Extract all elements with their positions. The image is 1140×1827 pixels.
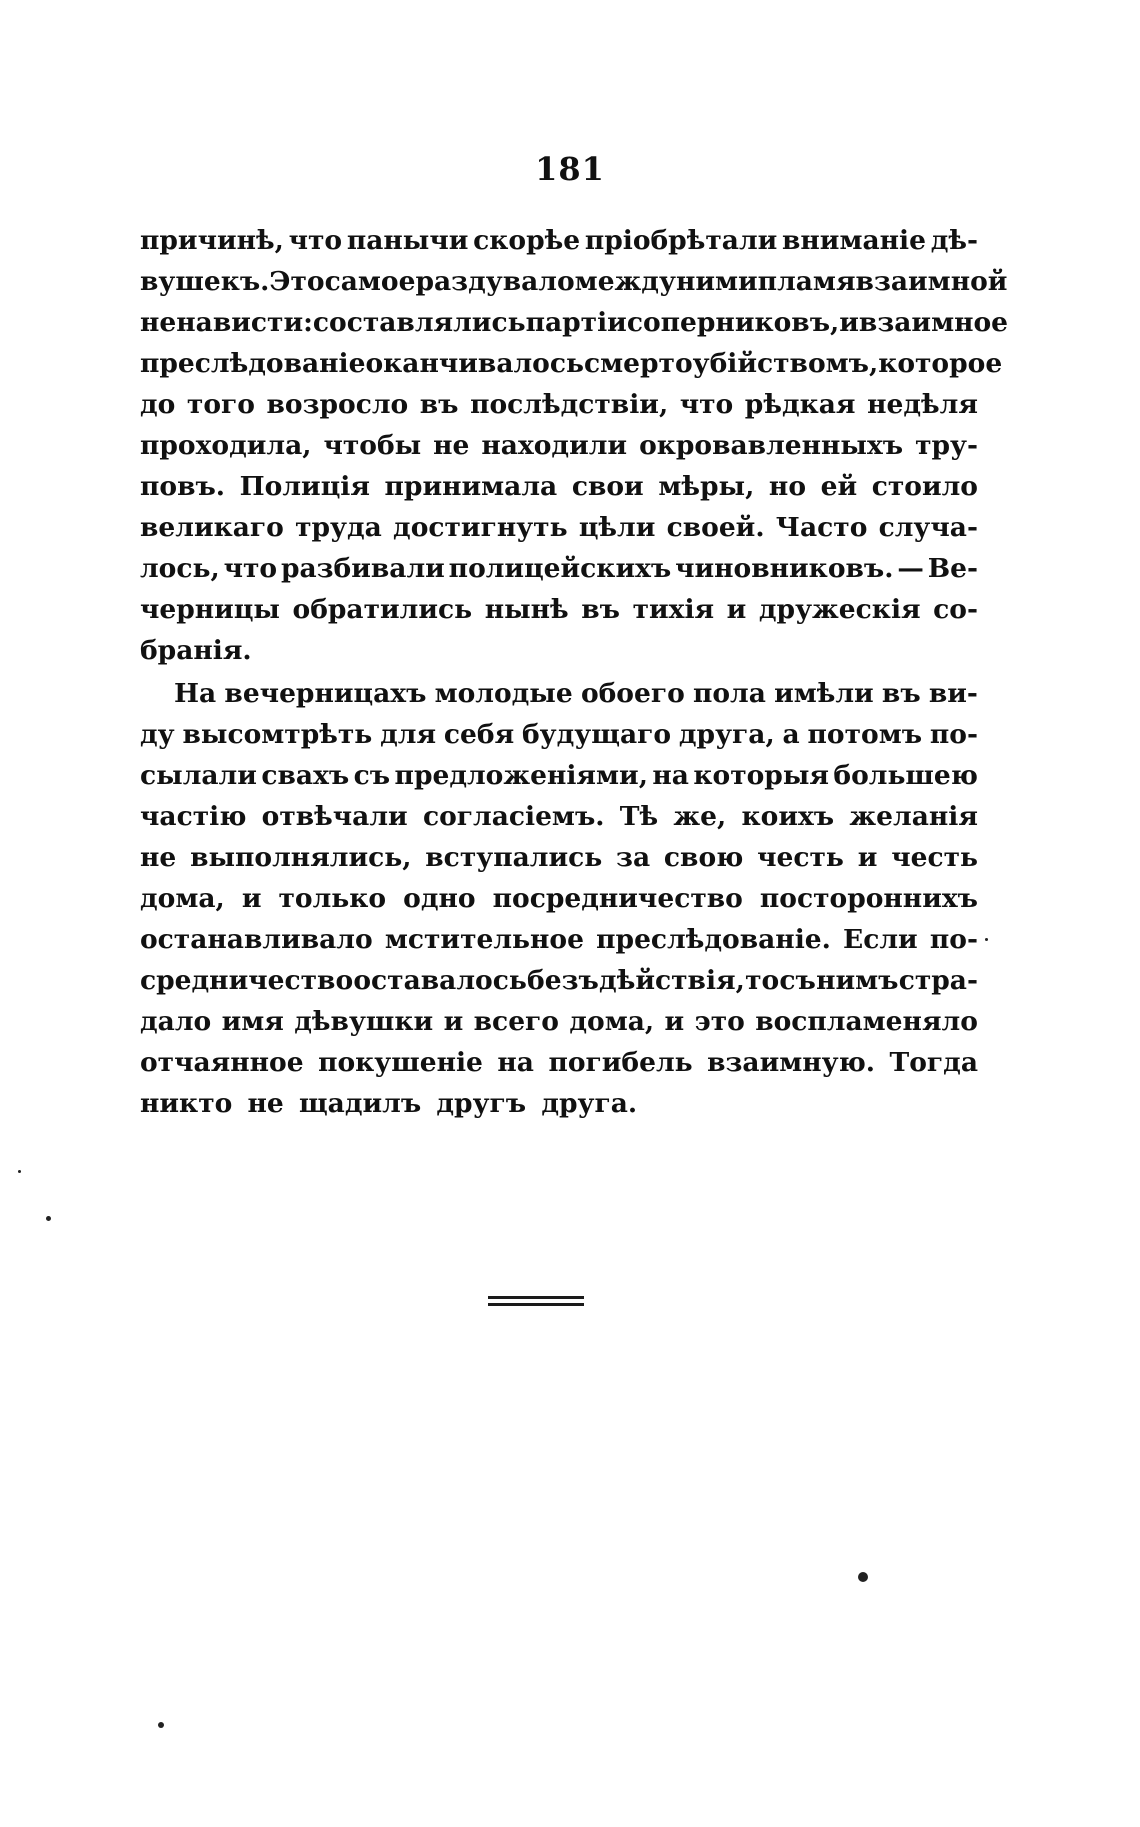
- word: согласіемъ.: [422, 801, 605, 832]
- word: пріобрѣтали: [584, 225, 778, 256]
- word: не: [140, 842, 177, 873]
- word: честь: [757, 842, 844, 873]
- section-separator: [488, 1296, 584, 1310]
- word: смертоубійствомъ,: [583, 348, 879, 379]
- word: цѣли: [578, 512, 656, 543]
- word: одно: [403, 883, 476, 914]
- text-line: [140, 960, 978, 1001]
- text-line: [140, 589, 978, 630]
- text-line: [140, 548, 978, 589]
- word: оставалось: [353, 965, 527, 996]
- word: рѣдкая: [744, 389, 856, 420]
- word: желанія: [849, 801, 978, 832]
- word: Ве-: [927, 553, 978, 584]
- word: тру-: [915, 430, 978, 461]
- scan-speck: [985, 938, 988, 941]
- scan-speck: [858, 1572, 868, 1582]
- word: дѣйствія,: [599, 965, 745, 996]
- separator-rule-bottom: [488, 1303, 584, 1306]
- word: чтобы: [323, 430, 422, 461]
- word: честь: [891, 842, 978, 873]
- word: а: [782, 719, 800, 750]
- word: разбивали: [280, 553, 445, 584]
- word: дома,: [569, 1006, 655, 1037]
- word: для: [380, 719, 437, 750]
- word: будущаго: [522, 719, 672, 750]
- word: дѣвушки: [294, 1006, 434, 1037]
- text-line: [140, 878, 978, 919]
- text-line: [140, 302, 1009, 343]
- word: вступались: [425, 842, 603, 873]
- word: лось,: [140, 553, 220, 584]
- word: ей: [820, 471, 858, 502]
- word: возросло: [266, 389, 409, 420]
- word: чиновниковъ.: [675, 553, 894, 584]
- word: ви-: [928, 678, 978, 709]
- word: проходила,: [140, 430, 312, 461]
- word: по-: [929, 924, 978, 955]
- word: вечерницахъ: [224, 678, 427, 709]
- word: На: [174, 678, 217, 709]
- word: взаимную.: [707, 1047, 876, 1078]
- word: мѣры,: [658, 471, 755, 502]
- word: взаимное: [858, 307, 1009, 338]
- text-line: [140, 796, 978, 837]
- text-line: [140, 1001, 978, 1042]
- word: Если: [843, 924, 918, 955]
- word: на: [652, 760, 689, 791]
- word: дало: [140, 1006, 212, 1037]
- word: дѣ-: [930, 225, 978, 256]
- word: предложеніями,: [394, 760, 648, 791]
- word: постороннихъ: [759, 883, 978, 914]
- word: нынѣ: [484, 594, 569, 625]
- word: —: [897, 553, 924, 584]
- word: дружескія: [758, 594, 921, 625]
- scan-speck: [46, 1216, 51, 1221]
- text-line: [140, 714, 978, 755]
- word: въ: [419, 389, 459, 420]
- word: за: [616, 842, 651, 873]
- text-line: [140, 384, 978, 425]
- word: но: [768, 471, 806, 502]
- word: по-: [929, 719, 978, 750]
- text-line: бранія.: [140, 635, 252, 666]
- text-line: [140, 1042, 978, 1083]
- word: посредничество: [492, 883, 743, 914]
- word: ненависти:: [140, 307, 313, 338]
- word: стра-: [898, 965, 978, 996]
- word: преслѣдованіе: [140, 348, 366, 379]
- word: что: [679, 389, 734, 420]
- word: случа-: [878, 512, 978, 543]
- word: недѣля: [867, 389, 978, 420]
- word: тихія: [632, 594, 715, 625]
- word: съ: [353, 760, 391, 791]
- word: принимала: [384, 471, 558, 502]
- word: покушеніе: [318, 1047, 483, 1078]
- word: имя: [221, 1006, 284, 1037]
- word: сылали: [140, 760, 257, 791]
- word: причинѣ,: [140, 225, 284, 256]
- word: безъ: [527, 965, 599, 996]
- word: и: [443, 1006, 464, 1037]
- word: Часто: [775, 512, 868, 543]
- text-line: никто не щадилъ другъ друга.: [140, 1088, 638, 1119]
- word: находили: [481, 430, 628, 461]
- word: вушекъ.: [140, 266, 270, 297]
- word: которое: [878, 348, 1003, 379]
- word: и: [726, 594, 747, 625]
- text-line: [140, 425, 978, 466]
- word: со-: [933, 594, 978, 625]
- word: того: [186, 389, 255, 420]
- word: между: [574, 266, 676, 297]
- word: не: [433, 430, 470, 461]
- word: друга,: [678, 719, 775, 750]
- word: преслѣдованіе.: [596, 924, 831, 955]
- word: своей.: [666, 512, 765, 543]
- word: полицейскихъ: [448, 553, 672, 584]
- word: Это: [269, 266, 325, 297]
- text-line: [140, 673, 978, 714]
- word: что: [288, 225, 343, 256]
- word: только: [278, 883, 387, 914]
- word: средничество: [140, 965, 354, 996]
- word: мстительное: [384, 924, 584, 955]
- word: раздувало: [415, 266, 575, 297]
- word: выполнялись,: [190, 842, 412, 873]
- word: свои: [571, 471, 644, 502]
- word: дома,: [140, 883, 225, 914]
- word: это: [694, 1006, 745, 1037]
- text-line: [140, 507, 978, 548]
- scan-speck: [18, 1170, 21, 1173]
- word: вниманіе: [782, 225, 926, 256]
- separator-rule-top: [488, 1296, 584, 1299]
- word: скорѣе: [473, 225, 581, 256]
- word: свою: [663, 842, 744, 873]
- word: соперниковъ,: [626, 307, 840, 338]
- word: партіи: [525, 307, 627, 338]
- text-line: [140, 919, 978, 960]
- word: Тогда: [889, 1047, 978, 1078]
- text-line: [140, 220, 978, 261]
- word: коихъ: [741, 801, 835, 832]
- word: и: [839, 307, 859, 338]
- word: обратились: [292, 594, 473, 625]
- word: на: [497, 1047, 534, 1078]
- body-text: [140, 220, 1009, 1124]
- word: составлялись: [312, 307, 526, 338]
- word: въ: [581, 594, 621, 625]
- word: высомтрѣть: [182, 719, 373, 750]
- word: пламя: [757, 266, 856, 297]
- word: до: [140, 389, 176, 420]
- text-line: [140, 466, 978, 507]
- word: взаимной: [855, 266, 1008, 297]
- text-line: [140, 261, 1008, 302]
- word: обоего: [580, 678, 685, 709]
- word: и: [241, 883, 262, 914]
- word: самое: [324, 266, 416, 297]
- word: отвѣчали: [261, 801, 408, 832]
- word: въ: [881, 678, 921, 709]
- word: останавливало: [140, 924, 373, 955]
- word: стоило: [871, 471, 978, 502]
- word: ними: [675, 266, 758, 297]
- word: частію: [140, 801, 247, 832]
- word: погибель: [548, 1047, 693, 1078]
- word: великаго: [140, 512, 284, 543]
- word: и: [664, 1006, 685, 1037]
- word: повъ.: [140, 471, 226, 502]
- word: Тѣ: [619, 801, 659, 832]
- word: и: [857, 842, 878, 873]
- word: панычи: [346, 225, 469, 256]
- word: всего: [473, 1006, 559, 1037]
- word: черницы: [140, 594, 280, 625]
- word: имѣли: [774, 678, 874, 709]
- page-number: 181: [535, 150, 605, 188]
- word: послѣдствіи,: [470, 389, 669, 420]
- word: себя: [443, 719, 515, 750]
- word: пола: [692, 678, 766, 709]
- word: ду: [140, 719, 175, 750]
- word: большею: [833, 760, 978, 791]
- word: то: [745, 965, 780, 996]
- word: что: [223, 553, 278, 584]
- word: оканчивалось: [365, 348, 584, 379]
- word: нимъ: [816, 965, 899, 996]
- word: труда: [295, 512, 382, 543]
- word: окровавленныхъ: [639, 430, 904, 461]
- text-line: [140, 343, 1003, 384]
- word: свахъ: [261, 760, 350, 791]
- word: же,: [673, 801, 727, 832]
- word: съ: [779, 965, 816, 996]
- text-line: [140, 755, 978, 796]
- word: молодые: [434, 678, 573, 709]
- scan-speck: [158, 1722, 164, 1728]
- word: достигнуть: [393, 512, 568, 543]
- word: воспламеняло: [755, 1006, 978, 1037]
- text-line: [140, 837, 978, 878]
- word: потомъ: [807, 719, 923, 750]
- word: которыя: [693, 760, 829, 791]
- word: отчаянное: [140, 1047, 304, 1078]
- word: Полиція: [239, 471, 370, 502]
